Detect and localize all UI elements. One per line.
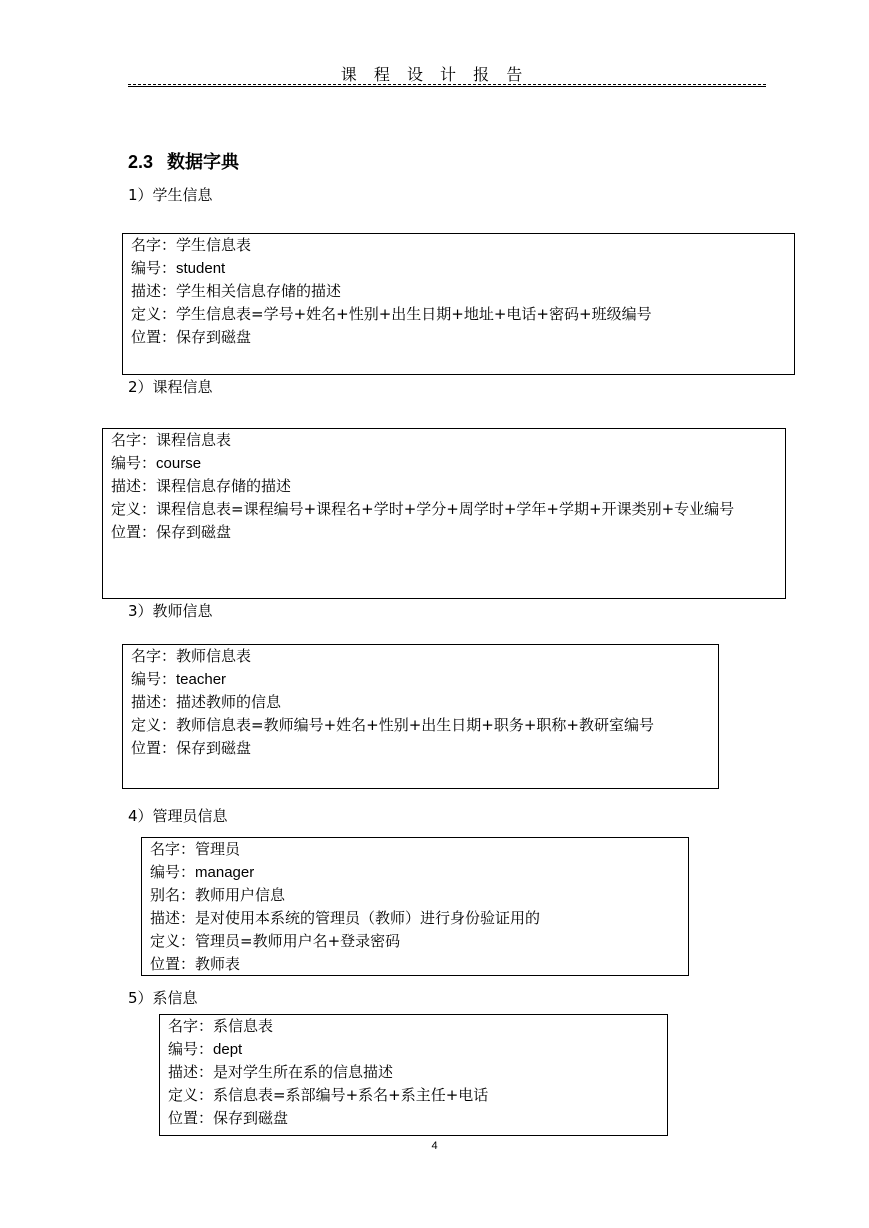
table-row	[111, 521, 777, 544]
table-student	[122, 233, 795, 375]
table-row	[131, 234, 786, 257]
row-value: 教师用户信息	[195, 886, 286, 904]
row-value: 学生相关信息存储的描述	[176, 282, 342, 300]
table-row	[150, 907, 680, 930]
table-row	[168, 1015, 659, 1038]
row-value: 系信息表	[213, 1017, 274, 1035]
row-value: 是对使用本系统的管理员（教师）进行身份验证用的	[195, 909, 541, 927]
heading-manager: 4）管理员信息	[128, 807, 228, 825]
row-value: 课程信息表=课程编号+课程名+学时+学分+周学时+学年+学期+开课类别+专业编号	[156, 500, 735, 518]
row-value: manager	[195, 864, 255, 881]
row-value: 学生信息表=学号+姓名+性别+出生日期+地址+电话+密码+班级编号	[176, 305, 652, 323]
table-row	[111, 429, 777, 452]
row-value: teacher	[176, 671, 227, 688]
table-row	[131, 737, 710, 760]
row-key: 名字：	[111, 431, 157, 449]
row-key: 定义：	[168, 1086, 214, 1104]
row-value: 学生信息表	[176, 236, 252, 254]
table-row	[150, 930, 680, 953]
row-key: 名字：	[131, 647, 177, 665]
table-manager	[141, 837, 689, 976]
table-row	[131, 326, 786, 349]
table-course	[102, 428, 786, 599]
row-key: 编号：	[111, 454, 157, 472]
row-value: 保存到磁盘	[156, 523, 232, 541]
row-key: 位置：	[131, 739, 177, 757]
heading-student: 1）学生信息	[128, 186, 213, 204]
row-value: 课程信息表	[156, 431, 232, 449]
row-value: 保存到磁盘	[176, 739, 252, 757]
row-value: 教师表	[195, 955, 241, 973]
row-key: 编号：	[168, 1040, 214, 1058]
table-row	[131, 714, 710, 737]
row-value: 管理员=教师用户名+登录密码	[195, 932, 401, 950]
table-row	[131, 257, 786, 280]
row-key: 描述：	[131, 693, 177, 711]
row-key: 描述：	[131, 282, 177, 300]
row-key: 位置：	[111, 523, 157, 541]
row-value: 是对学生所在系的信息描述	[213, 1063, 394, 1081]
table-row	[168, 1084, 659, 1107]
row-value: 管理员	[195, 840, 241, 858]
row-value: student	[176, 260, 226, 277]
row-key: 名字：	[131, 236, 177, 254]
table-row	[111, 498, 777, 521]
row-value: 课程信息存储的描述	[156, 477, 292, 495]
table-teacher	[122, 644, 719, 789]
page-number: 4	[431, 1140, 438, 1152]
row-key: 编号：	[150, 863, 196, 881]
row-key: 位置：	[150, 955, 196, 973]
row-key: 定义：	[131, 716, 177, 734]
heading-teacher: 3）教师信息	[128, 602, 213, 620]
table-row	[168, 1061, 659, 1084]
table-row	[168, 1038, 659, 1061]
table-row	[131, 691, 710, 714]
row-key: 别名：	[150, 886, 196, 904]
header-rule-solid	[128, 86, 766, 87]
section-number: 2.3	[128, 152, 154, 172]
row-key: 定义：	[111, 500, 157, 518]
table-row	[111, 452, 777, 475]
row-key: 位置：	[131, 328, 177, 346]
row-key: 名字：	[150, 840, 196, 858]
table-row	[131, 645, 710, 668]
row-key: 位置：	[168, 1109, 214, 1127]
section-title	[128, 148, 239, 174]
section-title-text: 数据字典	[167, 152, 240, 173]
table-dept	[159, 1014, 668, 1136]
heading-course: 2）课程信息	[128, 378, 213, 396]
table-row	[131, 668, 710, 691]
row-key: 定义：	[150, 932, 196, 950]
row-value: dept	[213, 1041, 243, 1058]
table-row	[168, 1107, 659, 1130]
row-key: 名字：	[168, 1017, 214, 1035]
table-row	[131, 303, 786, 326]
row-key: 描述：	[150, 909, 196, 927]
row-key: 描述：	[168, 1063, 214, 1081]
row-value: 描述教师的信息	[176, 693, 282, 711]
row-value: 教师信息表=教师编号+姓名+性别+出生日期+职务+职称+教研室编号	[176, 716, 654, 734]
row-key: 编号：	[131, 259, 177, 277]
row-value: 教师信息表	[176, 647, 252, 665]
row-key: 描述：	[111, 477, 157, 495]
row-value: 保存到磁盘	[213, 1109, 289, 1127]
row-value: 系信息表=系部编号+系名+系主任+电话	[213, 1086, 489, 1104]
row-key: 定义：	[131, 305, 177, 323]
table-row	[150, 861, 680, 884]
heading-dept: 5）系信息	[128, 989, 198, 1007]
table-row	[150, 953, 680, 976]
row-value: 保存到磁盘	[176, 328, 252, 346]
table-row	[131, 280, 786, 303]
row-key: 编号：	[131, 670, 177, 688]
table-row	[150, 838, 680, 861]
header-rule-dashed	[128, 84, 766, 85]
table-row	[150, 884, 680, 907]
page-header-title: 课 程 设 计 报 告	[340, 65, 529, 84]
row-value: course	[156, 455, 202, 472]
table-row	[111, 475, 777, 498]
